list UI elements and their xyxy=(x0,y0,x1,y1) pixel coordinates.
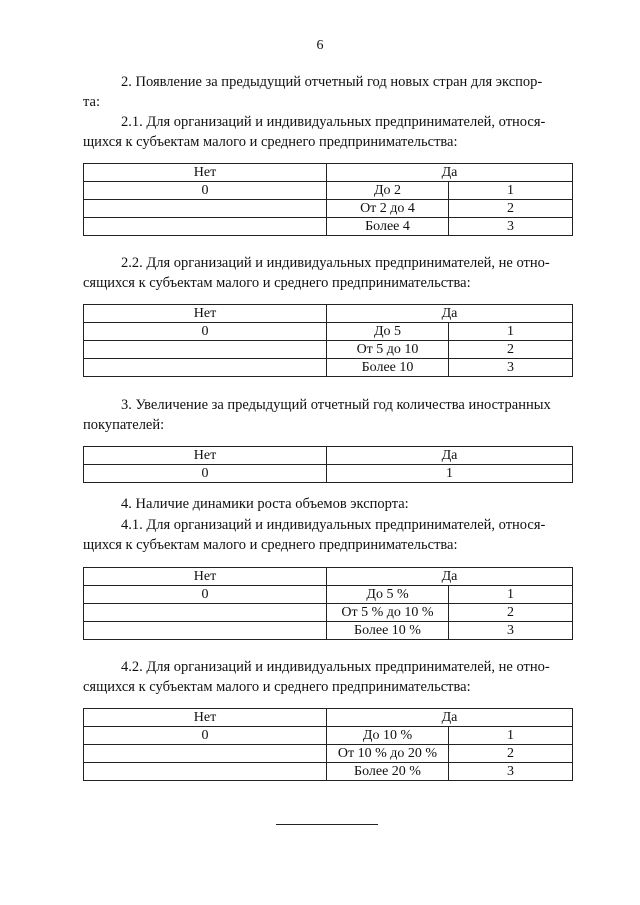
table-4-1 xyxy=(83,567,573,640)
no-value-cell: 0 xyxy=(84,727,327,745)
section-2-1-text xyxy=(83,112,572,152)
header-no: Нет xyxy=(84,447,327,465)
yes-value-cell: 1 xyxy=(327,465,573,483)
range-cell: До 10 % xyxy=(327,727,449,745)
range-cell: Более 20 % xyxy=(327,763,449,781)
empty-cell xyxy=(84,604,327,622)
range-cell: Более 10 % xyxy=(327,622,449,640)
range-cell: До 2 xyxy=(327,182,449,200)
score-cell: 2 xyxy=(449,200,573,218)
table-header-row xyxy=(84,568,573,586)
range-cell: От 5 % до 10 % xyxy=(327,604,449,622)
empty-cell xyxy=(84,200,327,218)
score-cell: 2 xyxy=(449,604,573,622)
table-row xyxy=(84,341,573,359)
table-row xyxy=(84,218,573,236)
no-value-cell: 0 xyxy=(84,323,327,341)
range-cell: От 10 % до 20 % xyxy=(327,745,449,763)
section-2-2-line-1: 2.2. Для организаций и индивидуальных предпринимателей, не отно- xyxy=(121,255,550,271)
section-4-2-line-1: 4.2. Для организаций и индивидуальных предпринимателей, не отно- xyxy=(121,659,550,675)
section-4-heading xyxy=(83,494,572,514)
table-3 xyxy=(83,446,573,483)
table-header-row xyxy=(84,164,573,182)
table-row xyxy=(84,359,573,377)
section-2-heading-line-1: 2. Появление за предыдущий отчетный год новых стран для экспор- xyxy=(121,74,543,90)
table-row xyxy=(84,727,573,745)
score-cell: 3 xyxy=(449,359,573,377)
table-row xyxy=(84,323,573,341)
table-header-row xyxy=(84,709,573,727)
section-2-2-text xyxy=(83,253,572,293)
score-cell: 3 xyxy=(449,218,573,236)
range-cell: От 2 до 4 xyxy=(327,200,449,218)
score-cell: 3 xyxy=(449,763,573,781)
section-3-heading xyxy=(83,395,572,435)
section-4-2-text xyxy=(83,657,572,697)
section-4-1-line-1: 4.1. Для организаций и индивидуальных предпринимателей, относя- xyxy=(121,517,546,533)
empty-cell xyxy=(84,745,327,763)
no-value-cell: 0 xyxy=(84,182,327,200)
empty-cell xyxy=(84,359,327,377)
header-yes: Да xyxy=(327,568,573,586)
header-yes: Да xyxy=(327,709,573,727)
header-no: Нет xyxy=(84,709,327,727)
section-4-heading-line: 4. Наличие динамики роста объемов экспорта: xyxy=(121,496,409,512)
table-2-2 xyxy=(83,304,573,377)
table-4-2 xyxy=(83,708,573,781)
no-value-cell: 0 xyxy=(84,586,327,604)
table-2-1 xyxy=(83,163,573,236)
range-cell: До 5 % xyxy=(327,586,449,604)
header-yes: Да xyxy=(327,305,573,323)
section-2-heading-line-2: та: xyxy=(83,94,100,110)
section-4-2-line-2: сящихся к субъектам малого и среднего предпринимательства: xyxy=(83,679,471,695)
table-row xyxy=(84,465,573,483)
header-no: Нет xyxy=(84,568,327,586)
header-no: Нет xyxy=(84,164,327,182)
page-number: 6 xyxy=(316,38,324,53)
table-row xyxy=(84,763,573,781)
table-row xyxy=(84,200,573,218)
range-cell: Более 4 xyxy=(327,218,449,236)
empty-cell xyxy=(84,763,327,781)
score-cell: 1 xyxy=(449,323,573,341)
empty-cell xyxy=(84,218,327,236)
range-cell: До 5 xyxy=(327,323,449,341)
section-2-2-line-2: сящихся к субъектам малого и среднего предпринимательства: xyxy=(83,275,471,291)
table-row xyxy=(84,182,573,200)
score-cell: 2 xyxy=(449,341,573,359)
table-row xyxy=(84,604,573,622)
empty-cell xyxy=(84,622,327,640)
score-cell: 1 xyxy=(449,182,573,200)
section-2-1-line-2: щихся к субъектам малого и среднего предпринимательства: xyxy=(83,134,458,150)
range-cell: Более 10 xyxy=(327,359,449,377)
table-row xyxy=(84,745,573,763)
table-header-row xyxy=(84,447,573,465)
score-cell: 3 xyxy=(449,622,573,640)
section-3-heading-line-2: покупателей: xyxy=(83,417,165,433)
section-2-1-line-1: 2.1. Для организаций и индивидуальных предпринимателей, относя- xyxy=(121,114,546,130)
range-cell: От 5 до 10 xyxy=(327,341,449,359)
no-value-cell: 0 xyxy=(84,465,327,483)
header-no: Нет xyxy=(84,305,327,323)
section-2-heading xyxy=(83,72,572,112)
header-yes: Да xyxy=(327,447,573,465)
score-cell: 1 xyxy=(449,586,573,604)
score-cell: 1 xyxy=(449,727,573,745)
section-4-1-line-2: щихся к субъектам малого и среднего предпринимательства: xyxy=(83,537,458,553)
table-header-row xyxy=(84,305,573,323)
section-4-1-text xyxy=(83,515,572,555)
score-cell: 2 xyxy=(449,745,573,763)
end-separator-line xyxy=(276,824,378,825)
empty-cell xyxy=(84,341,327,359)
table-row xyxy=(84,622,573,640)
table-row xyxy=(84,586,573,604)
section-3-heading-line-1: 3. Увеличение за предыдущий отчетный год количества иностранных xyxy=(121,397,551,413)
header-yes: Да xyxy=(327,164,573,182)
